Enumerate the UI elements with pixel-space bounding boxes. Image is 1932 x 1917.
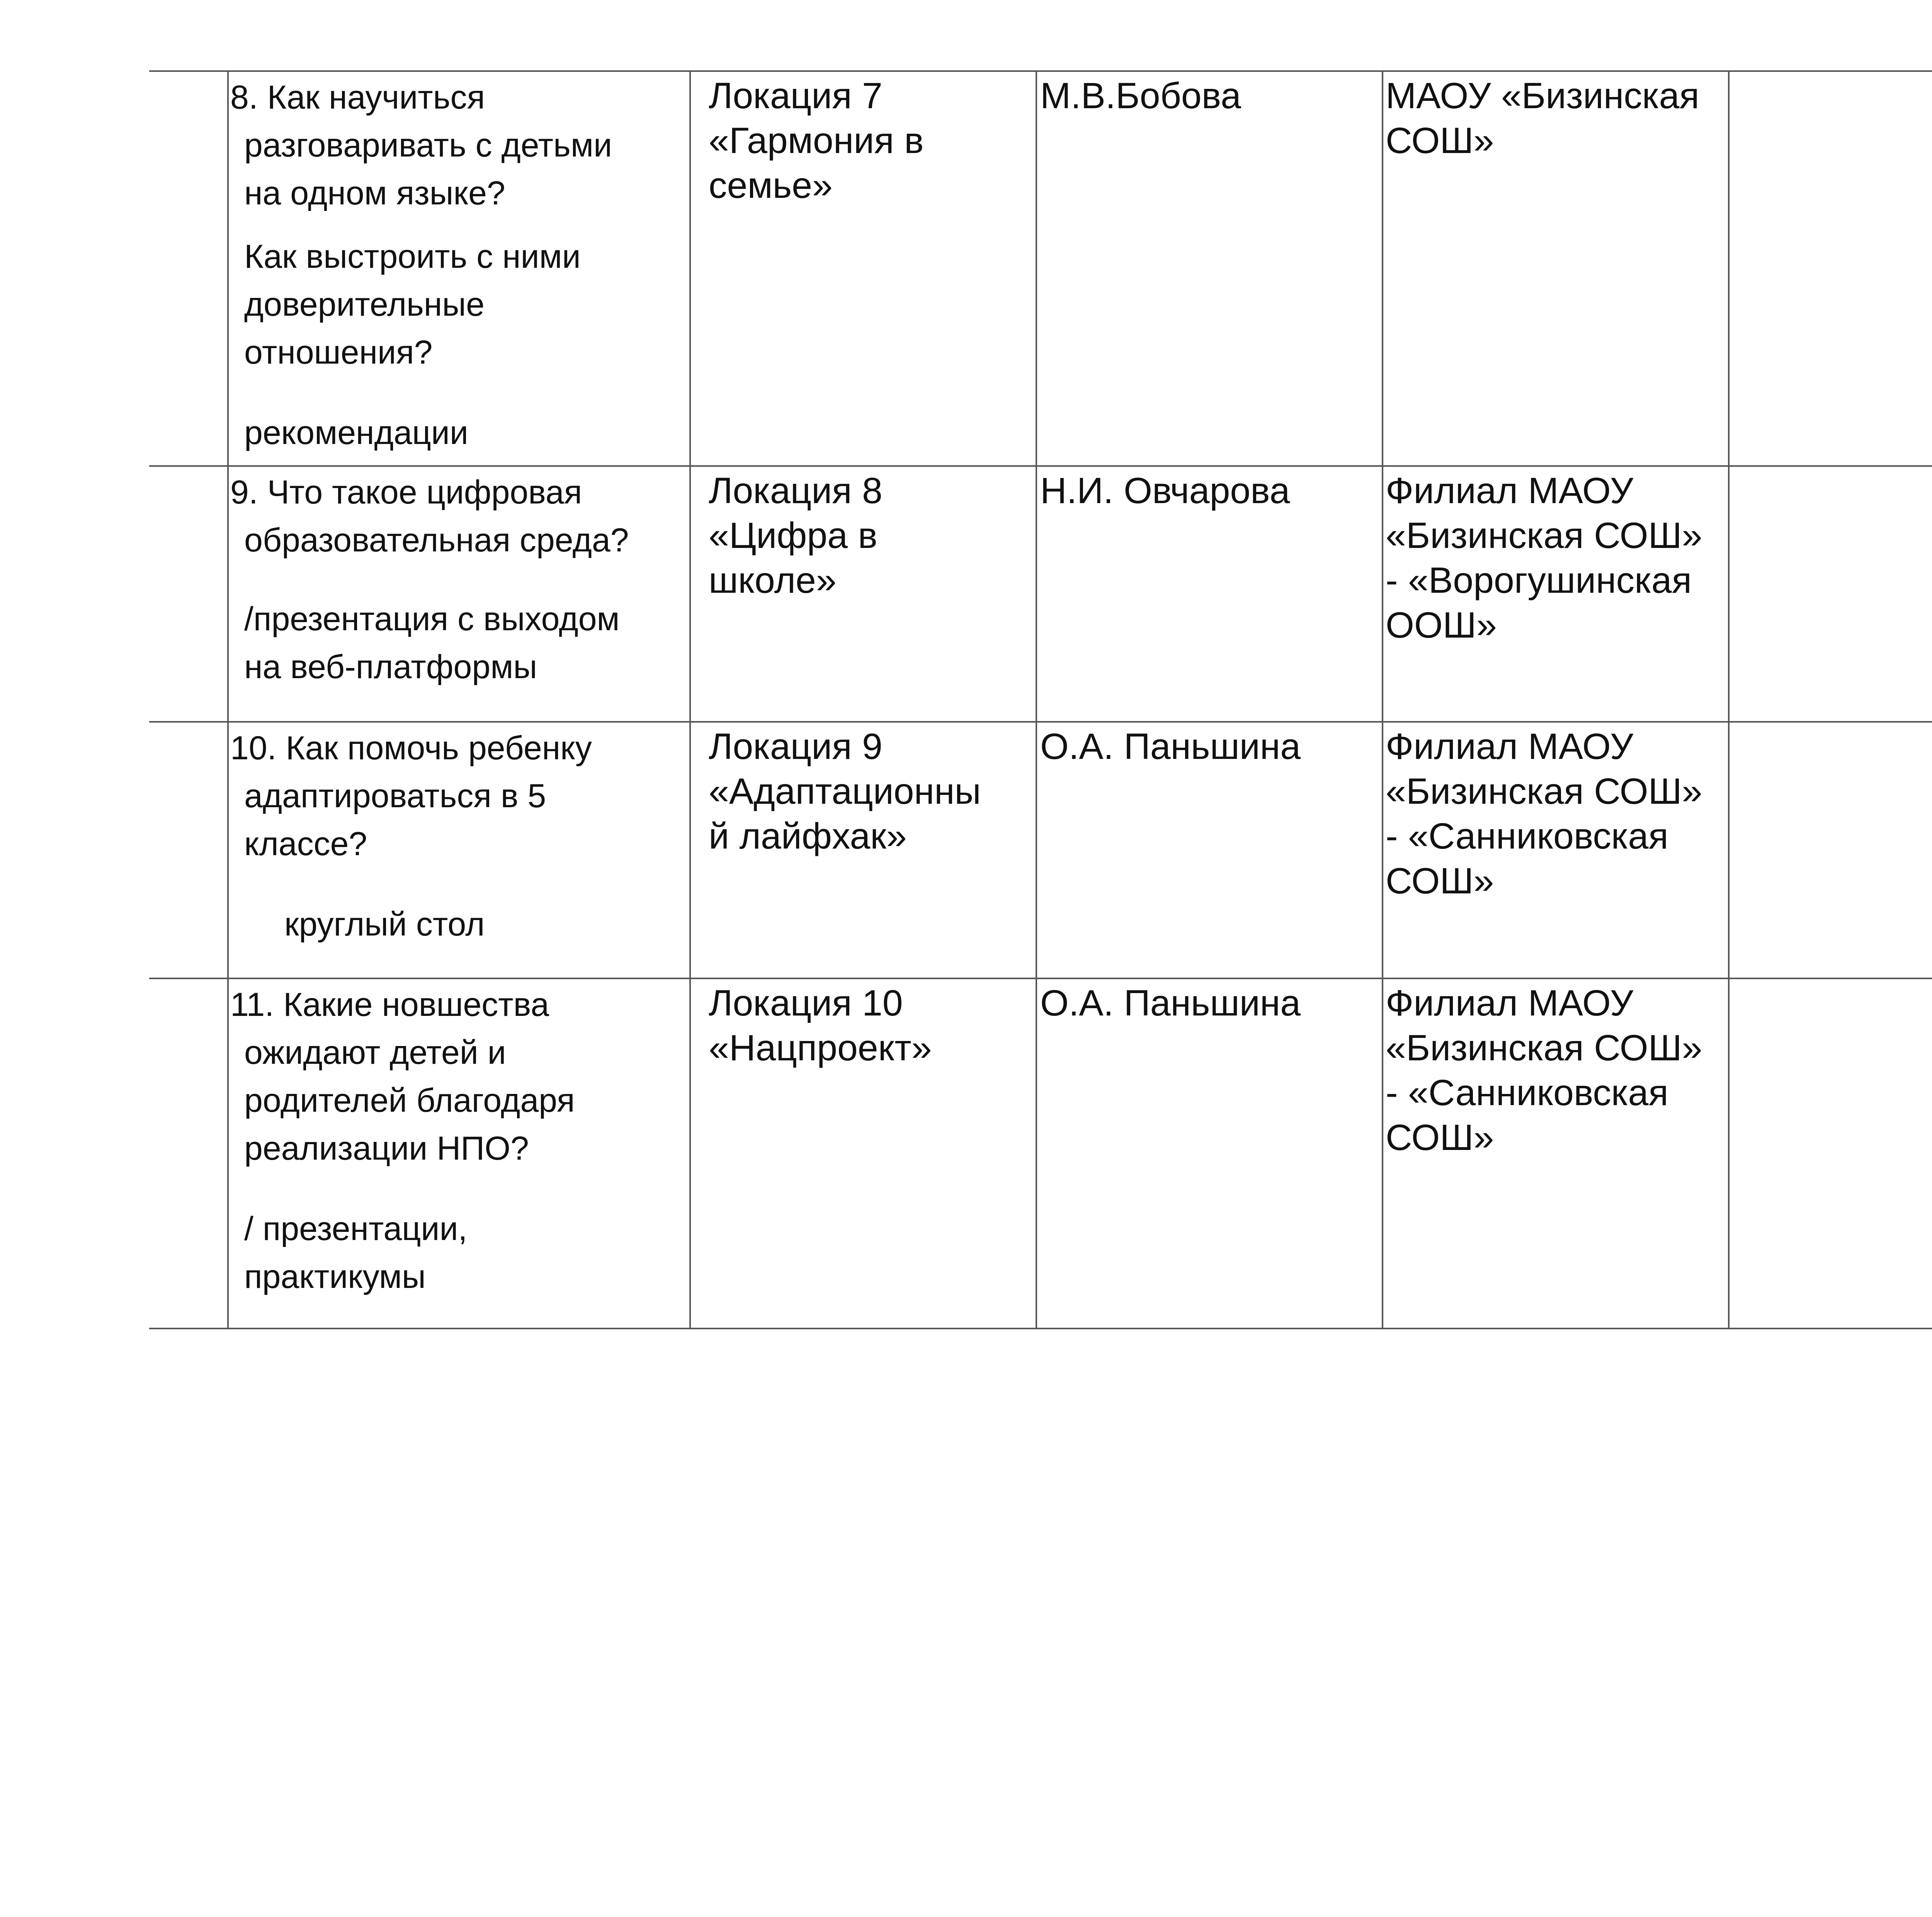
organization-cell bbox=[1383, 722, 1729, 978]
location-cell bbox=[690, 978, 1036, 1328]
topic-title: 10. Как помочь ребенку bbox=[230, 730, 592, 767]
person-cell bbox=[1036, 978, 1383, 1328]
location-name: Локация 10 «Нацпроект» bbox=[709, 983, 932, 1068]
location-cell bbox=[690, 722, 1036, 978]
schedule-table bbox=[149, 70, 1932, 1329]
event-time bbox=[1730, 163, 1932, 208]
topic-line: разговаривать с детьми bbox=[244, 127, 612, 164]
table-row bbox=[149, 722, 1932, 978]
topic-format: рекомендации bbox=[244, 414, 468, 451]
event-time bbox=[1730, 814, 1932, 859]
table-row bbox=[149, 466, 1932, 722]
topic-cell bbox=[228, 71, 690, 466]
organization-name: МАОУ «Бизинская СОШ» bbox=[1386, 75, 1699, 161]
topic-note: / презентации, bbox=[244, 1210, 468, 1247]
row-stub-cell bbox=[149, 466, 228, 722]
topic-note: Как выстроить с ними доверительные отношения? bbox=[244, 238, 581, 371]
responsible-person: М.В.Бобова bbox=[1040, 75, 1241, 116]
organization-name: Филиал МАОУ «Бизинская СОШ» - «Ворогушинская ООШ» bbox=[1386, 470, 1702, 646]
row-stub-cell bbox=[149, 722, 228, 978]
organization-name: Филиал МАОУ «Бизинская СОШ» - «Санниковская СОШ» bbox=[1386, 983, 1702, 1158]
person-cell bbox=[1036, 722, 1383, 978]
location-cell bbox=[690, 71, 1036, 466]
topic-format: практикумы bbox=[244, 1258, 426, 1295]
topic-title: 8. Как научиться bbox=[230, 79, 485, 116]
topic-line: реализации НПО? bbox=[244, 1130, 529, 1167]
topic-title: 11. Какие новшества bbox=[230, 986, 549, 1023]
datetime-cell bbox=[1729, 71, 1932, 466]
person-cell bbox=[1036, 71, 1383, 466]
organization-cell bbox=[1383, 466, 1729, 722]
topic-line: на одном языке? bbox=[244, 175, 505, 212]
datetime-cell bbox=[1729, 978, 1932, 1328]
responsible-person: О.А. Паньшина bbox=[1040, 983, 1301, 1024]
responsible-person: О.А. Паньшина bbox=[1040, 726, 1301, 767]
topic-cell bbox=[228, 978, 690, 1328]
responsible-person: Н.И. Овчарова bbox=[1040, 470, 1290, 511]
location-name: Локация 9 «Адаптационны й лайфхак» bbox=[709, 726, 981, 857]
topic-line: образовательная среда? bbox=[244, 522, 629, 559]
topic-cell bbox=[228, 722, 690, 978]
organization-cell bbox=[1383, 71, 1729, 466]
person-cell bbox=[1036, 466, 1383, 722]
location-name: Локация 7 «Гармония в семье» bbox=[709, 75, 924, 206]
event-time bbox=[1730, 1070, 1932, 1115]
location-name: Локация 8 «Цифра в школе» bbox=[709, 470, 883, 601]
row-stub-cell bbox=[149, 978, 228, 1328]
topic-title: 9. Что такое цифровая bbox=[230, 474, 582, 511]
organization-name: Филиал МАОУ «Бизинская СОШ» - «Санниковская СОШ» bbox=[1386, 726, 1702, 902]
event-time bbox=[1730, 558, 1932, 603]
topic-cell bbox=[228, 466, 690, 722]
organization-cell bbox=[1383, 978, 1729, 1328]
datetime-cell bbox=[1729, 722, 1932, 978]
table-row bbox=[149, 71, 1932, 466]
topic-line: классе? bbox=[244, 825, 367, 862]
row-stub-cell bbox=[149, 71, 228, 466]
topic-note: /презентация с выходом на веб-платформы bbox=[244, 600, 620, 685]
topic-line: ожидают детей и bbox=[244, 1034, 506, 1071]
topic-format: круглый стол bbox=[284, 906, 485, 943]
table-row bbox=[149, 978, 1932, 1328]
topic-line: адаптироваться в 5 bbox=[244, 777, 546, 815]
topic-line: родителей благодаря bbox=[244, 1082, 575, 1119]
location-cell bbox=[690, 466, 1036, 722]
datetime-cell bbox=[1729, 466, 1932, 722]
